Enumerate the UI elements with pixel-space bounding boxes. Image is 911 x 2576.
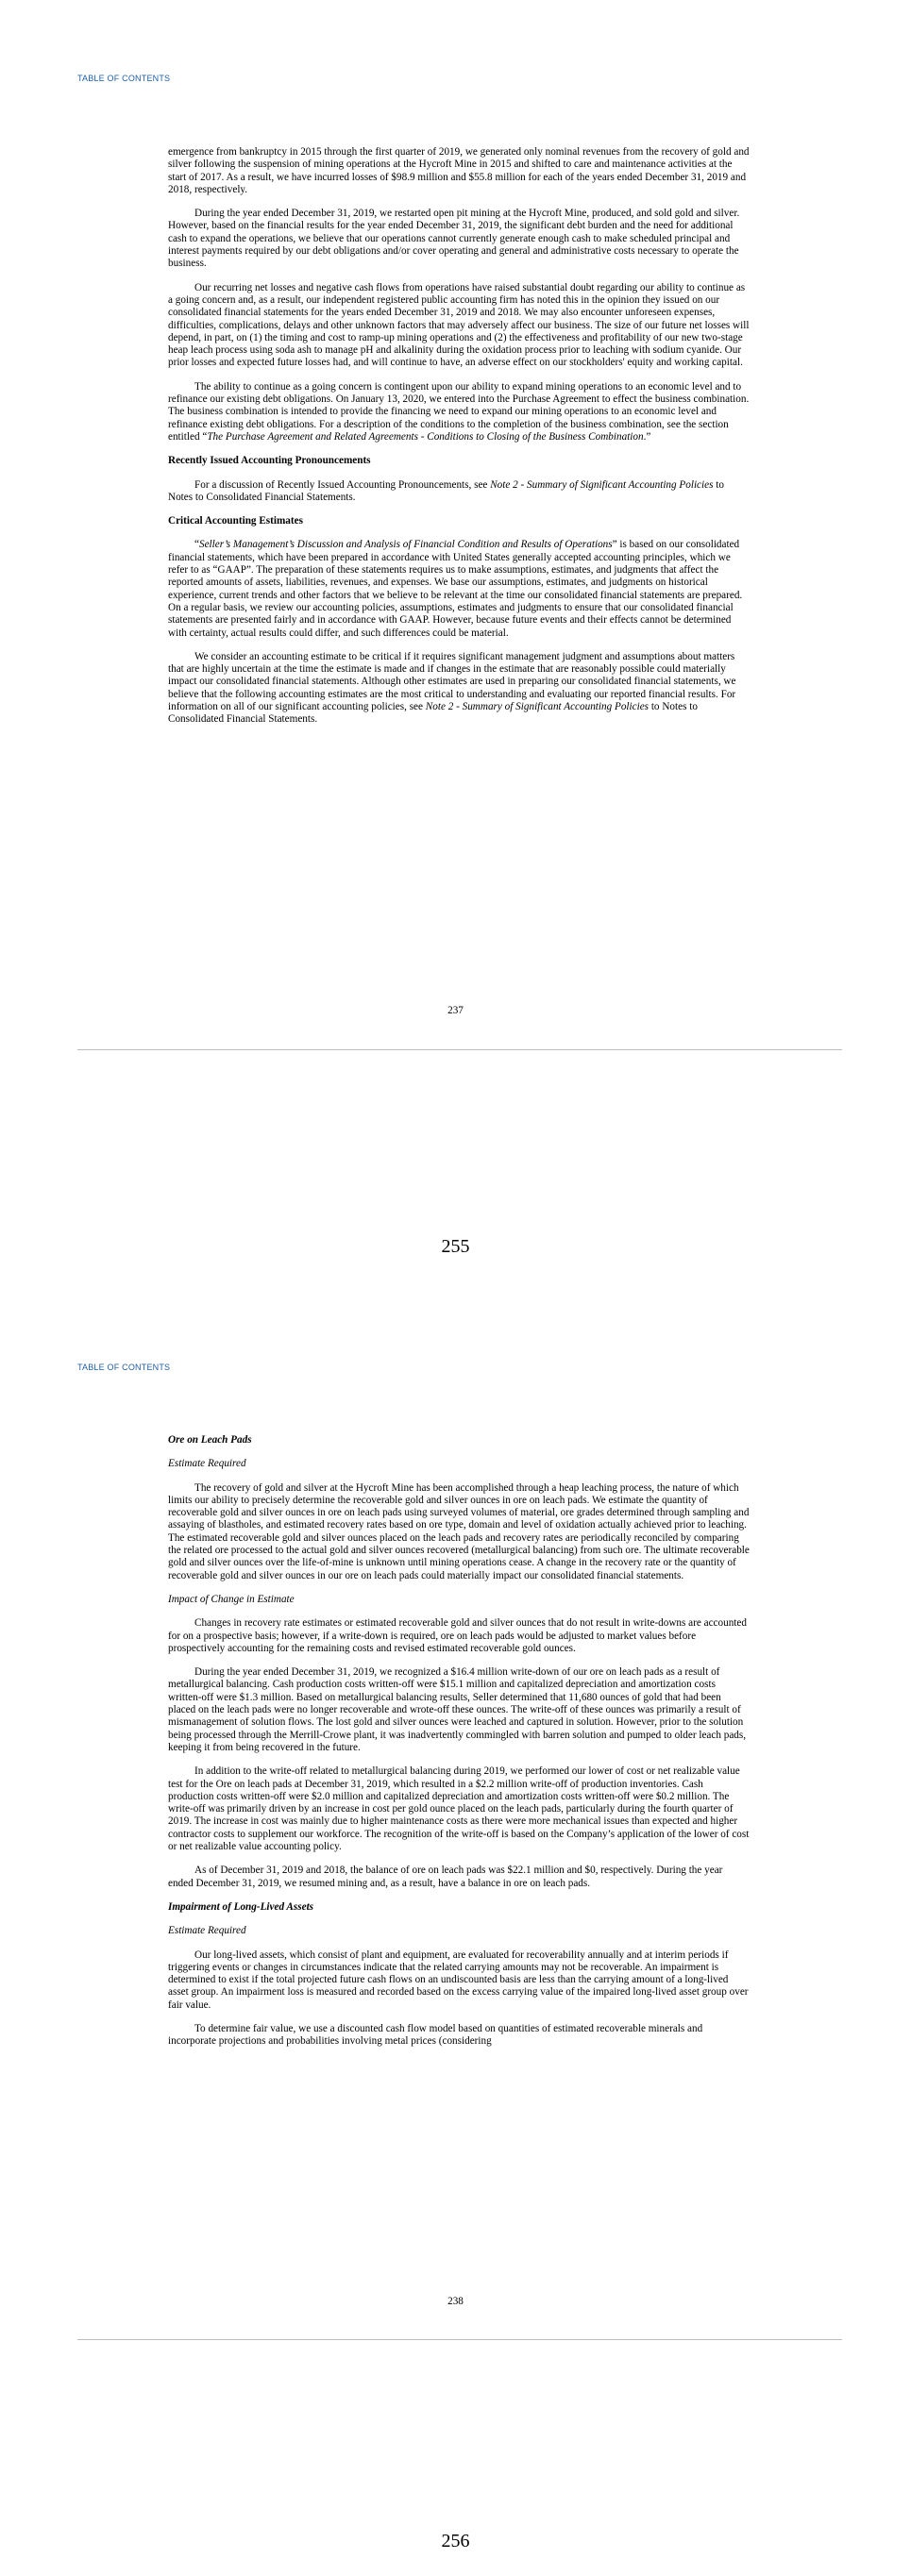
paragraph (168, 381, 750, 443)
page-separator (77, 2339, 842, 2340)
paragraph: In addition to the write-off related to metallurgical balancing during 2019, we performed our lower of cost or net realizable value test for the Ore on leach pads at December 31, 2019, which resulted in a $2.2 million write-off of production inventories. Cash production costs written-off were $2.0 million and capitalized depreciation and amortization costs written-off were $0.2 million. The write-off was primarily driven by an increase in cost per gold ounce placed on the leach pads, particularly during the fourth quarter of 2019. The increase in cost was mainly due to higher maintenance costs as there were more mechanical issues than expected and higher contractor costs to supplement our workforce. The recognition of the write-off is based on the Company’s application of the lower of cost or net realizable value accounting policy. (168, 1765, 750, 1853)
paragraph: To determine fair value, we use a discounted cash flow model based on quantities of estimated recoverable minerals and incorporate projections and probabilities involving metal prices (considering (168, 2022, 703, 2048)
paragraph: The recovery of gold and silver at the Hycroft Mine has been accomplished through a heap leaching process, the nature of which limits our ability to precisely determine the recoverable gold and silver ounces in ore on leach pads. We estimate the quantity of recoverable gold and silver ounces in ore on leach pads using surveyed volumes of material, ore grades determined through sampling and assaying of blastholes, and estimated recovery rates based on ore type, domain and level of oxidation actually achieved prior to leaching. The estimated recoverable gold and silver ounces placed on the leach pads and recovery rates are periodically reconciled by comparing the related ore processed to the actual gold and silver ounces recovered (metallurgical balancing) from such ore. The ultimate recoverable gold and silver ounces over the life-of-mine is unknown until mining operations cease. A change in the recovery rate or the quantity of recoverable gold and silver ounces in our ore on leach pads could materially impact our consolidated financial statements. (168, 1481, 750, 1581)
paragraph: During the year ended December 31, 2019, we recognized a $16.4 million write-down of our ore on leach pads as a result of metallurgical balancing. Cash production costs written-off were $15.1 million and capitalized depreciation and amortization costs written-off were $1.3 million. Based on metallurgical balancing results, Seller determined that 11,680 ounces of gold that had been placed on the leach pads were no longer recoverable and wrote-off these ounces. The write-off of these ounces was primarily a result of mismanagement of solution flows. The lost gold and silver ounces were leached and captured in solution. However, prior to the solution being processed through the Merrill-Crowe plant, it was inadvertently commingled with barren solution and pumped to older leach pads, keeping it from being recovered in the future. (168, 1666, 747, 1753)
text-run: The ability to continue as a going concern is contingent upon our ability to expand mining operations to an economic level and to refinance our existing debt obligations. On January 13, 2020, we entered into the Purchase Agreement to effect the business combination. The business combination is intended to provide the financing we need to expand our mining operations to an economic level and refinance existing debt obligations. For a description of the conditions to the completion of the business combination, see the section entitled “ (168, 380, 750, 443)
paragraph (168, 651, 750, 727)
text-run: to Notes to Consolidated Financial Statements. (168, 478, 724, 503)
cross-reference: Note 2 - Summary of Significant Accounting Policies (425, 700, 650, 712)
page-2-body (168, 1434, 750, 2060)
subheading: Impact of Change in Estimate (168, 1593, 295, 1605)
section-heading-ore-on-leach-pads: Ore on Leach Pads (168, 1434, 252, 1446)
page-number: 237 (447, 1005, 464, 1016)
paragraph (168, 479, 750, 505)
paragraph: emergence from bankruptcy in 2015 through the first quarter of 2019, we generated only nominal revenues from the recovery of gold and silver following the suspension of mining operations at the Hycroft Mine in 2015 and shifted to care and maintenance activities at the start of 2017. As a result, we have incurred losses of $98.9 million and $55.8 million for each of the years ended December 31, 2019 and 2018, respectively. (168, 146, 750, 195)
text-run: .” (643, 430, 651, 443)
table-of-contents-link[interactable]: TABLE OF CONTENTS (77, 1363, 171, 1372)
page-separator (77, 1049, 842, 1050)
text-run: We consider an accounting estimate to be critical if it requires significant management judgment and assumptions about matters that are highly uncertain at the time the estimate is made and if changes in the estimate that are reasonably possible could materially impact our consolidated financial statements. Although other estimates are used in preparing our consolidated financial statements, we believe that the following accounting estimates are the most critical to understanding and evaluating our reported financial results. For information on all of our significant accounting policies, see (168, 650, 736, 712)
paragraph: During the year ended December 31, 2019, we restarted open pit mining at the Hycroft Mine, produced, and sold gold and silver. However, based on the financial results for the year ended December 31, 2019, the significant debt burden and the need for additional cash to expand the operations, we believe that our operations cannot currently generate enough cash to make scheduled principal and interest payments required by our debt obligations and/or cover operating and general and administrative costs necessary to operate the business. (168, 208, 740, 270)
subheading: Estimate Required (168, 1458, 246, 1470)
footer-page-number: 256 (441, 2531, 470, 2551)
section-heading-recently-issued: Recently Issued Accounting Pronouncements (168, 455, 371, 467)
section-heading-critical-estimates: Critical Accounting Estimates (168, 515, 303, 527)
paragraph (168, 539, 750, 639)
page-number: 238 (447, 2296, 464, 2307)
footer-page-number: 255 (441, 1236, 470, 1257)
table-of-contents-link[interactable]: TABLE OF CONTENTS (77, 74, 171, 83)
cross-reference: Note 2 - Summary of Significant Accounting Policies (490, 478, 714, 491)
paragraph: Changes in recovery rate estimates or estimated recoverable gold and silver ounces that do not result in write-downs are accounted for on a prospective basis; however, if a write-down is required, ore on leach pads would be adjusted to market values before prospectively accounting for the remaining costs and revised estimated recoverable gold ounces. (168, 1617, 747, 1654)
section-heading-impairment: Impairment of Long-Lived Assets (168, 1900, 314, 1913)
text-run: “ (194, 539, 199, 551)
document-page-2 (0, 1293, 911, 2576)
page-1-body (168, 146, 750, 738)
subheading: Estimate Required (168, 1925, 246, 1937)
paragraph: Our long-lived assets, which consist of plant and equipment, are evaluated for recoverability annually and at interim periods if triggering events or changes in circumstances indicate that the related carrying amounts may not be recoverable. An impairment is determined to exist if the total projected future cash flows on an undiscounted basis are less than the carrying amount of a long-lived asset group. An impairment loss is measured and recorded based on the excess carrying value of the impaired long-lived asset group over fair value. (168, 1949, 749, 2011)
cross-reference: Seller’s Management’s Discussion and Analysis of Financial Condition and Results of Operations (198, 539, 613, 551)
text-run: ” is based on our consolidated financial statements, which have been prepared in accordance with United States generally accepted accounting principles, which we refer to as “GAAP”. The preparation of these statements requires us to make assumptions, estimates, and judgments that affect the reported amounts of assets, liabilities, revenues, and expenses. We base our assumptions, estimates, and judgments on historical experience, current trends and other factors that we believe to be relevant at the time our consolidated financial statements are prepared. On a regular basis, we review our accounting policies, assumptions, estimates and judgments to ensure that our consolidated financial statements are presented fairly and in accordance with GAAP. However, because future events and their effects cannot be determined with certainty, actual results could differ, and such differences could be material. (168, 539, 743, 639)
text-run: to Notes to Consolidated Financial Statements. (168, 700, 698, 726)
text-run: For a discussion of Recently Issued Accounting Pronouncements, see (194, 478, 491, 491)
cross-reference: The Purchase Agreement and Related Agreements - Conditions to Closing of the Business Combination (207, 430, 644, 443)
paragraph: Our recurring net losses and negative cash flows from operations have raised substantial doubt regarding our ability to continue as a going concern and, as a result, our independent registered public accounting firm has noted this in the opinion they issued on our consolidated financial statements for the years ended December 31, 2019 and 2018. We may also encounter unforeseen expenses, difficulties, complications, delays and other unknown factors that may adversely affect our business. The size of our future net losses will depend, in part, on (1) the timing and cost to ramp-up mining operations and (2) the effectiveness and profitability of our new two-stage heap leach process using soda ash to manage pH and alkalinity during the oxidation process prior to leaching with sodium cyanide. Our prior losses and expected future losses had, and will continue to have, an adverse effect on our stockholders' equity and working capital. (168, 281, 750, 369)
paragraph: As of December 31, 2019 and 2018, the balance of ore on leach pads was $22.1 million and $0, respectively. During the year ended December 31, 2019, we resumed mining and, as a result, have a balance in ore on leach pads. (168, 1865, 723, 1889)
